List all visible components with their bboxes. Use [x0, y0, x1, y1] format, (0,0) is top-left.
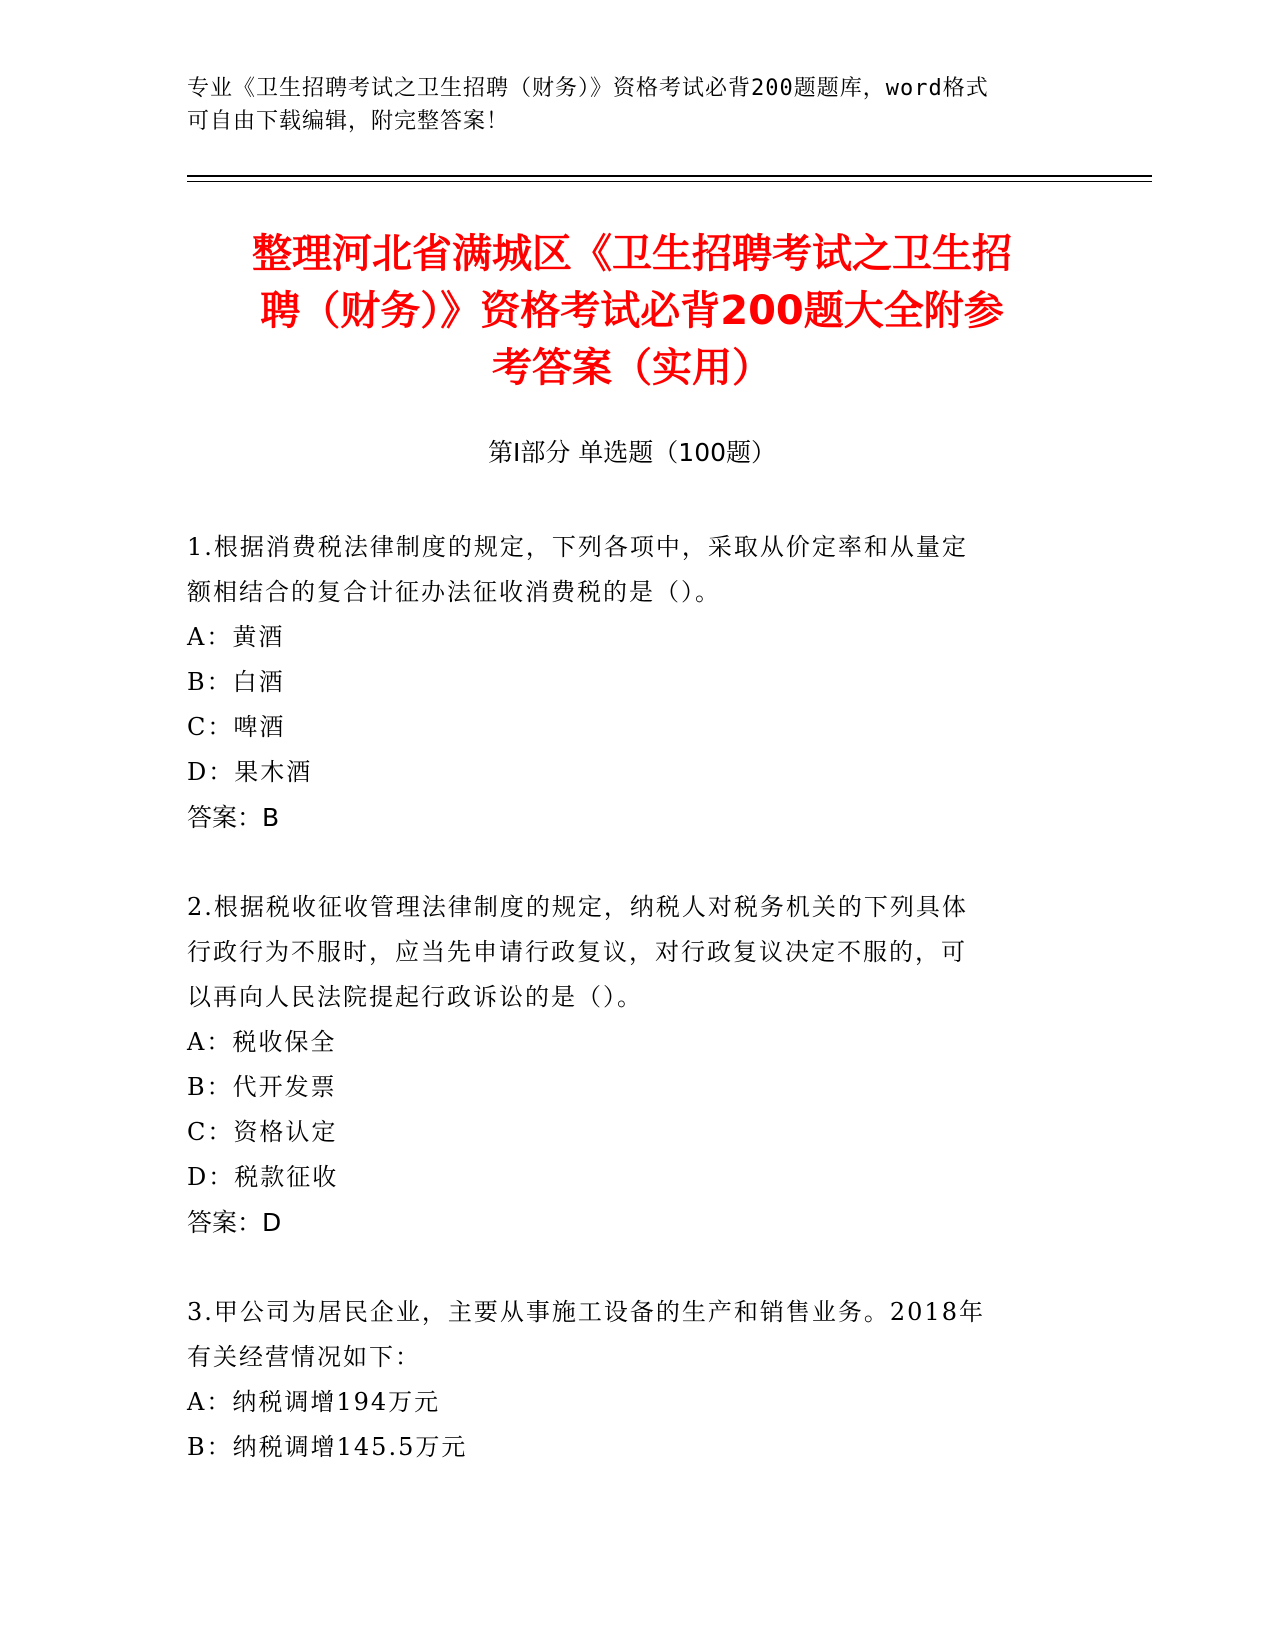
header-note-line-2: 可自由下载编辑，附完整答案！	[187, 109, 510, 134]
question-stem-line: 3.甲公司为居民企业，主要从事施工设备的生产和销售业务。2018年	[187, 1298, 985, 1326]
option-a: A：税收保全	[187, 1028, 337, 1056]
option-a: A：黄酒	[187, 623, 285, 651]
question-spacer	[187, 840, 1067, 885]
question-stem-line: 1.根据消费税法律制度的规定，下列各项中，采取从价定率和从量定	[187, 533, 968, 561]
section-title: 第Ⅰ部分 单选题（100题）	[487, 438, 777, 467]
question-2	[187, 885, 1067, 1290]
option-d: D：税款征收	[187, 1163, 339, 1191]
question-stem-line: 以再向人民法院提起行政诉讼的是（）。	[187, 983, 643, 1011]
option-b: B：白酒	[187, 668, 285, 696]
question-spacer	[187, 1245, 1067, 1290]
question-1	[187, 525, 1067, 885]
question-stem-line: 2.根据税收征收管理法律制度的规定，纳税人对税务机关的下列具体	[187, 893, 968, 921]
option-a: A：纳税调增194万元	[187, 1388, 441, 1416]
question-3	[187, 1290, 1067, 1470]
option-d: D：果木酒	[187, 758, 313, 786]
answer: 答案：D	[187, 1208, 282, 1237]
option-c: C：啤酒	[187, 713, 286, 741]
header-note	[187, 72, 1067, 138]
answer: 答案：B	[187, 803, 280, 832]
header-note-line-1: 专业《卫生招聘考试之卫生招聘（财务）》资格考试必背200题题库，word格式	[187, 76, 989, 101]
document-title-line-1: 整理河北省满城区《卫生招聘考试之卫生招	[252, 231, 1012, 277]
header-divider-thin	[187, 181, 1152, 182]
option-b: B：代开发票	[187, 1073, 337, 1101]
document-title-line-3: 考答案（实用）	[492, 345, 772, 391]
question-list	[187, 525, 1067, 1470]
option-b: B：纳税调增145.5万元	[187, 1433, 468, 1461]
document-title-line-2: 聘（财务）》资格考试必背200题大全附参	[260, 288, 1004, 334]
option-c: C：资格认定	[187, 1118, 338, 1146]
document-title	[187, 226, 1077, 397]
question-stem-line: 有关经营情况如下：	[187, 1343, 421, 1371]
question-stem-line: 行政行为不服时，应当先申请行政复议，对行政复议决定不服的，可	[187, 938, 967, 966]
question-stem-line: 额相结合的复合计征办法征收消费税的是（）。	[187, 578, 721, 606]
header-divider-thick	[187, 175, 1152, 177]
